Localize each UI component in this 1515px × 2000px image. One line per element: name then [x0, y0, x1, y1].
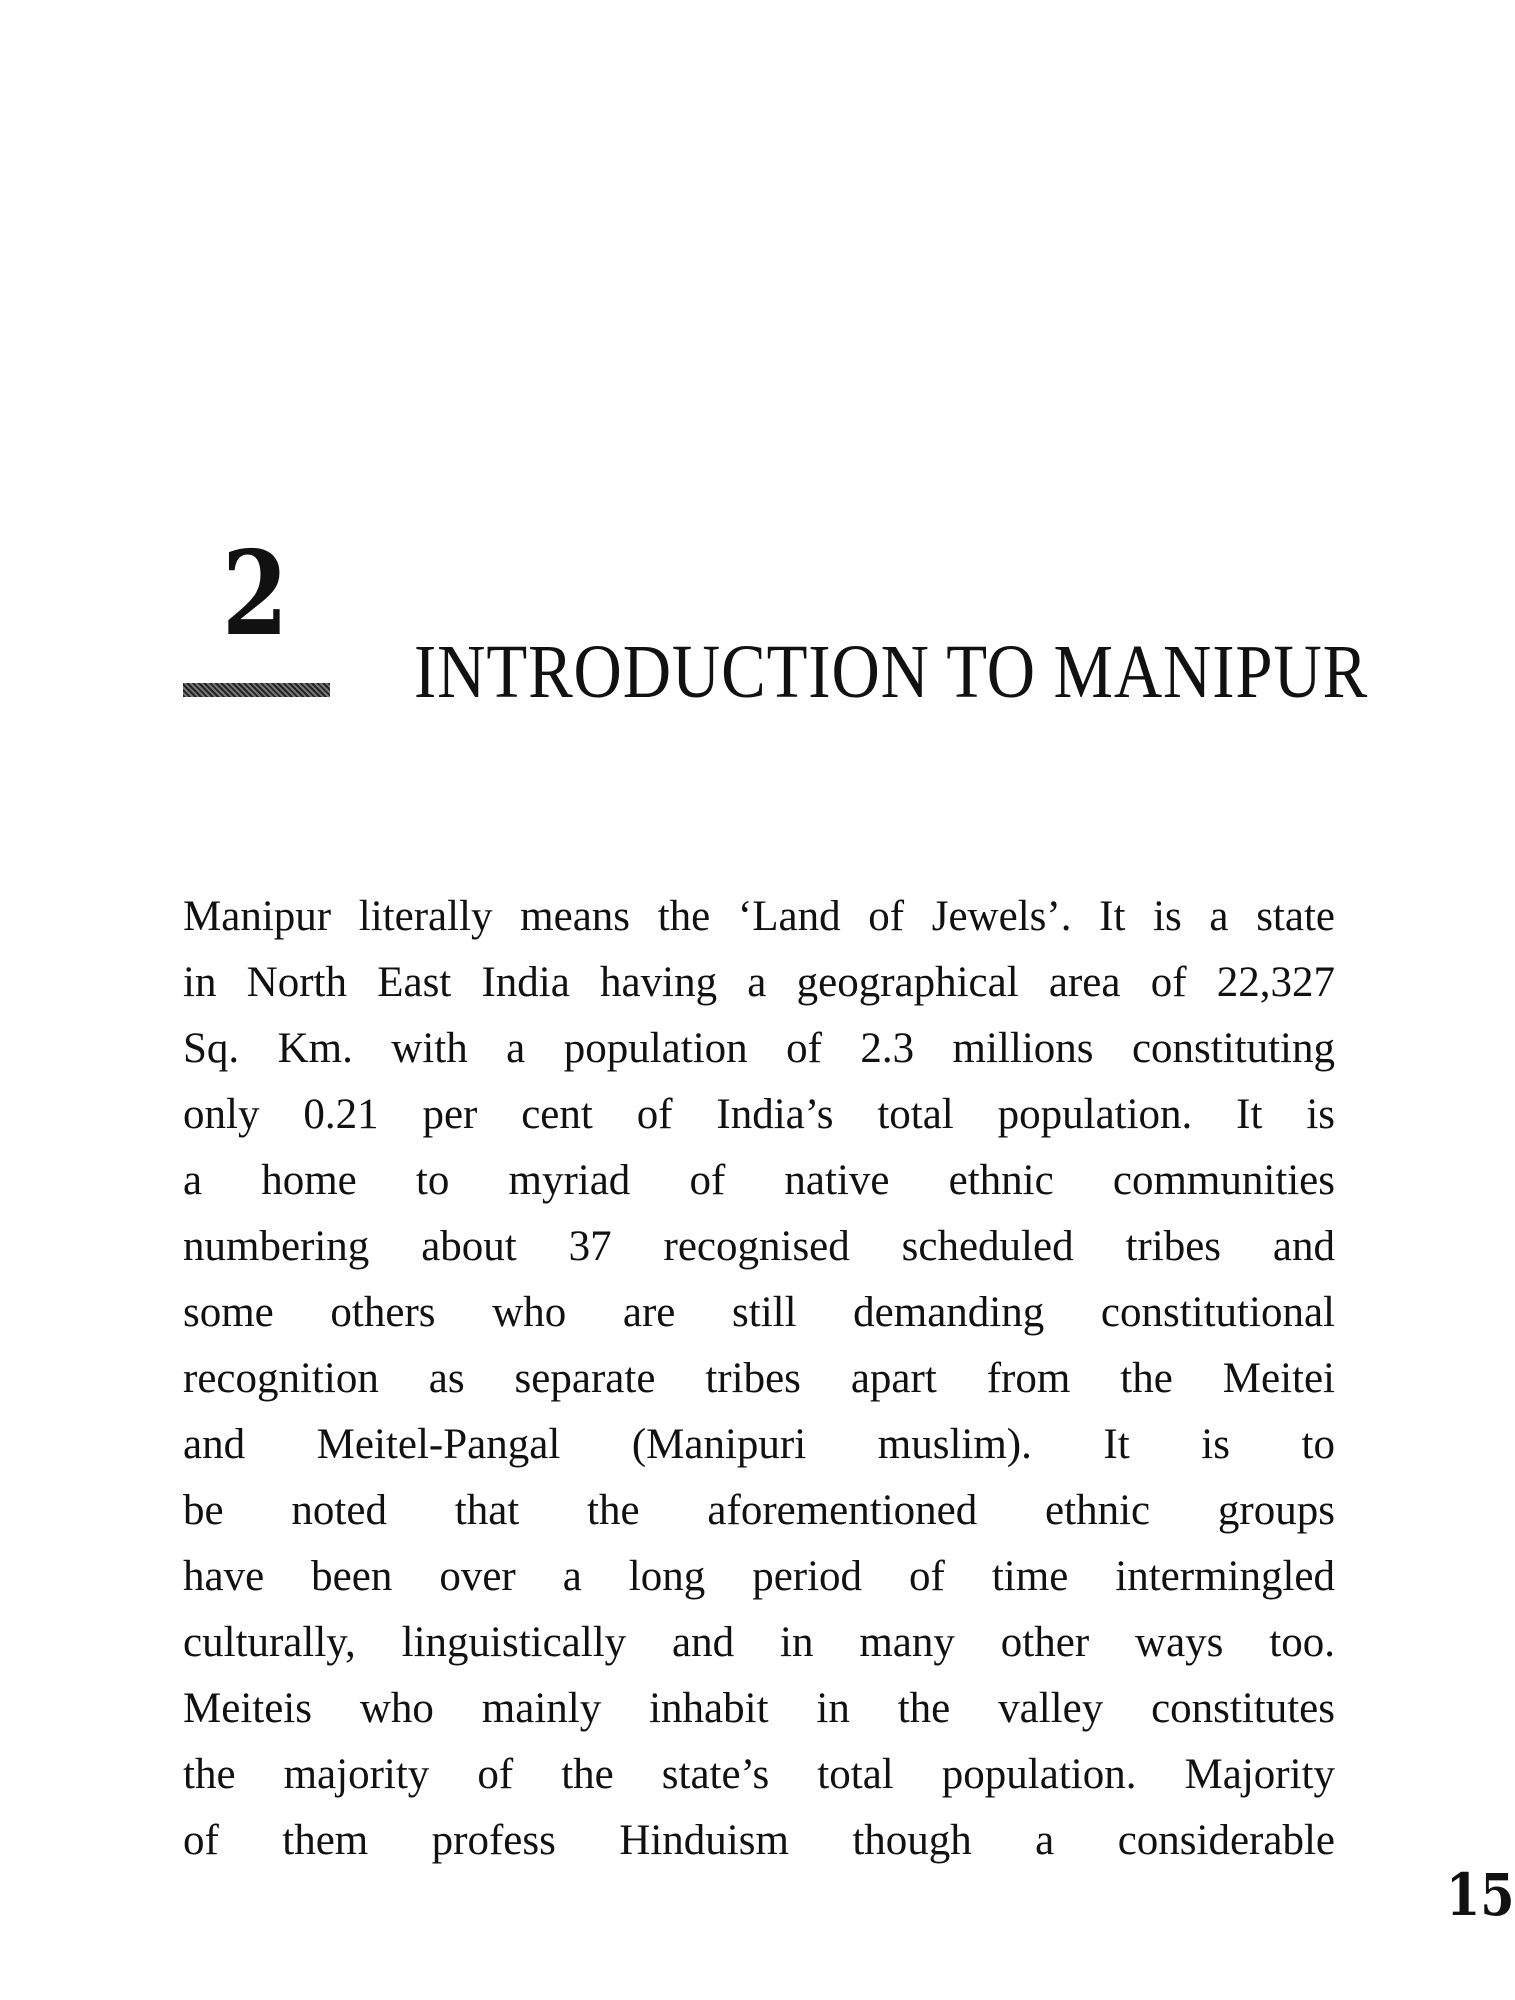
- body-line: be noted that the aforementioned ethnic groups: [183, 1487, 1335, 1534]
- body-line: the majority of the state’s total population. Majority: [183, 1751, 1335, 1798]
- body-line: recognition as separate tribes apart from the Meitei: [183, 1355, 1335, 1402]
- body-line: numbering about 37 recognised scheduled tribes and: [183, 1223, 1335, 1270]
- body-line: some others who are still demanding constitutional: [183, 1289, 1335, 1336]
- body-line: of them profess Hinduism though a considerable: [183, 1817, 1335, 1864]
- body-line: Meiteis who mainly inhabit in the valley constitutes: [183, 1685, 1335, 1732]
- body-line: Sq. Km. with a population of 2.3 millions constituting: [183, 1025, 1335, 1072]
- chapter-rule: [183, 683, 330, 697]
- body-line: in North East India having a geographical area of 22,327: [183, 959, 1335, 1006]
- page-number: 15: [1446, 1861, 1515, 1929]
- body-line: have been over a long period of time intermingled: [183, 1553, 1335, 1600]
- chapter-number: 2: [222, 526, 289, 662]
- body-line: culturally, linguistically and in many other ways too.: [183, 1619, 1335, 1666]
- body-line: and Meitel-Pangal (Manipuri muslim). It is to: [183, 1421, 1335, 1468]
- body-line: a home to myriad of native ethnic communities: [183, 1157, 1335, 1204]
- body-line: only 0.21 per cent of India’s total population. It is: [183, 1091, 1335, 1138]
- body-line: Manipur literally means the ‘Land of Jewels’. It is a state: [183, 893, 1335, 940]
- chapter-title: INTRODUCTION TO MANIPUR: [414, 630, 1369, 714]
- body-paragraph: [183, 884, 1335, 1874]
